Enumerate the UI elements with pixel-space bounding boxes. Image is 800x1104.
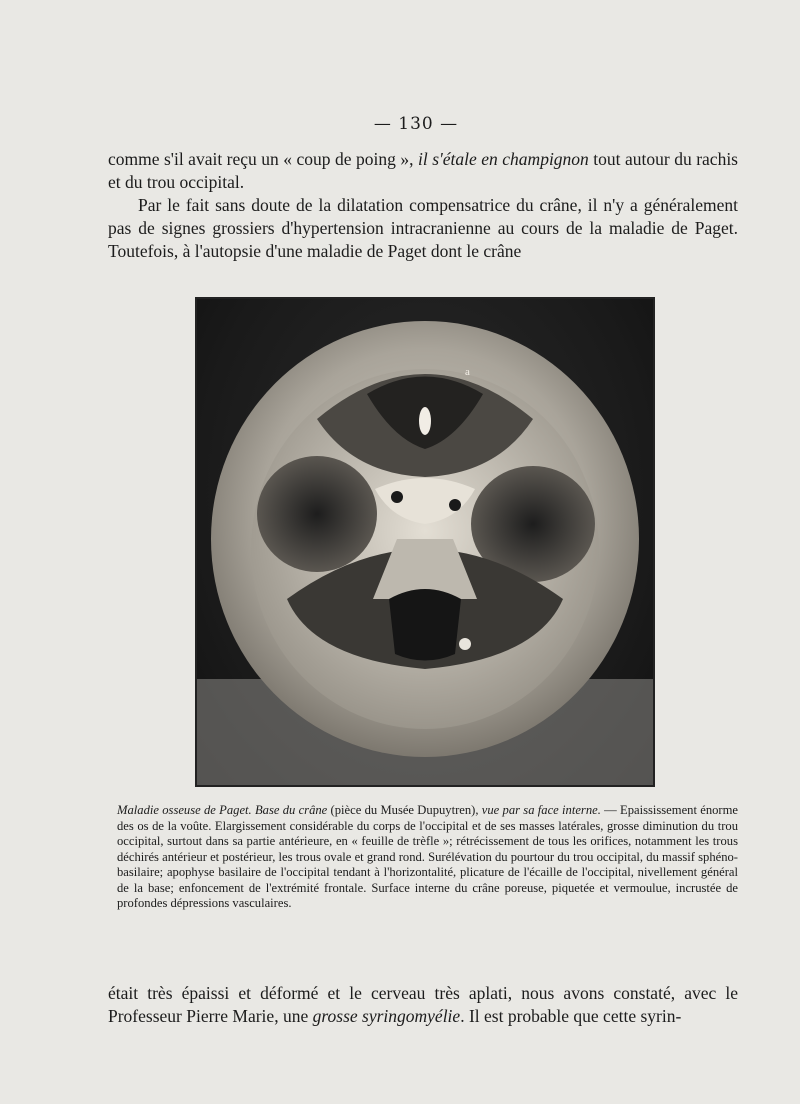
- paragraph-text: tout autour du rachis et du trou occipital.: [108, 149, 738, 192]
- middle-fossa-left: [257, 456, 377, 572]
- paragraph-text: était très épaissi et déformé et le cerveau très aplati, nous avons constaté, avec le Professeur Pierre Marie, une: [108, 983, 738, 1026]
- figure-marker: a: [465, 366, 470, 378]
- bottom-text-block: [108, 982, 738, 1028]
- skull-illustration: [197, 299, 653, 785]
- caption-text: [117, 803, 738, 912]
- page-number: — 130 —: [373, 114, 459, 134]
- italic-phrase: grosse syringomyélie: [312, 1006, 461, 1026]
- caption-view: vue par sa face interne.: [481, 803, 601, 817]
- caption-description: — Epaississement énorme des os de la voûte. Elargissement considérable du corps de l'occipital et de ses masses latérales, grosse diminution du trou occipital, surtout dans sa partie antérieure, en « feuille de trèfle »; rétrécissement de tous les orifices, notamment les trous déchirés antérieur et postérieur, les trous ovale et grand rond. Surélévation du pourtour du trou occipital, du massif sphéno-basilaire; apophyse basilaire de l'occipital tendant à l'horizontalité, plicature de l'écaille de l'occipital, nivellement général de la base; enfoncement de l'extrémité frontale. Surface interne du crâne poreuse, piquetée et vermoulue, incrustée de profondes dépressions vasculaires.: [117, 803, 738, 910]
- italic-phrase: il s'étale en champignon: [418, 149, 589, 169]
- paragraph-text: comme s'il avait reçu un « coup de poing »,: [108, 149, 419, 169]
- foramen-magnum: [389, 589, 461, 661]
- top-text-block: [108, 148, 738, 263]
- paragraph-continuation: [108, 148, 738, 194]
- caption-source: (pièce du Musée Dupuytren),: [327, 803, 482, 817]
- paragraph-continuation: [108, 982, 738, 1028]
- skull-base-photograph: [195, 297, 655, 787]
- paragraph-text: . Il est probable que cette syrin-: [460, 1006, 682, 1026]
- paragraph: Par le fait sans doute de la dilatation compensatrice du crâne, il n'y a généralement pas de signes grossiers d'hypertension intracranienne au cours de la maladie de Paget. Toutefois, à l'autopsie d'une maladie de Paget dont le crâne: [108, 195, 738, 261]
- caption-title: Maladie osseuse de Paget. Base du crâne: [117, 803, 328, 817]
- figure-caption: [117, 803, 738, 912]
